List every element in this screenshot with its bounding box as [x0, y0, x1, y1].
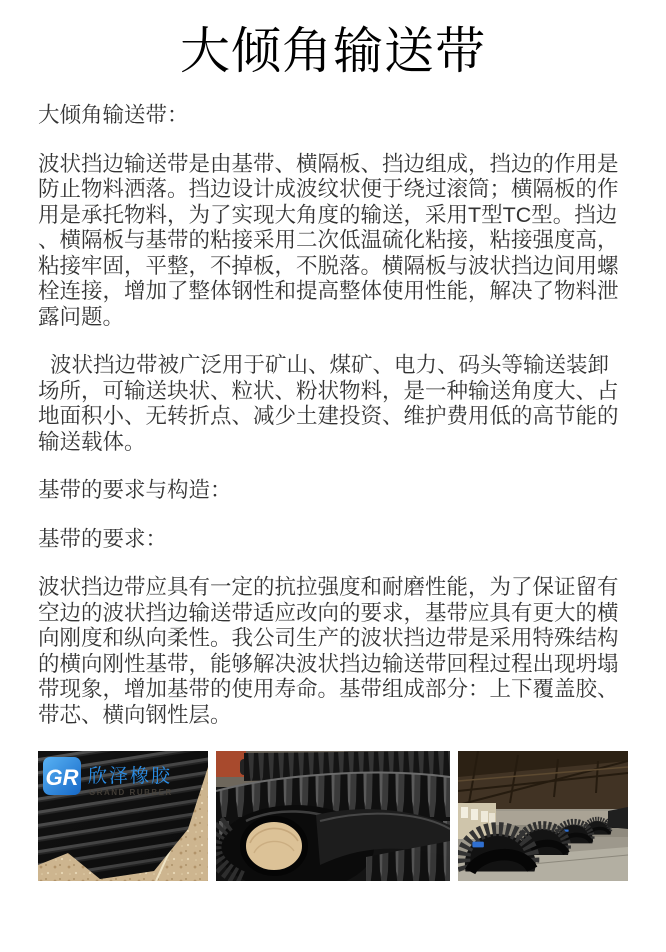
label-base-belt-structure: 基带的要求与构造： — [38, 478, 232, 502]
sidewall-belt-loop-image — [216, 751, 450, 881]
photo-sidewall-belt-loop — [216, 751, 450, 881]
photo-warehouse-stock — [458, 751, 628, 881]
lit-side-wall — [458, 803, 496, 839]
article-body — [38, 103, 628, 728]
brand-name-cn: 欣泽橡胶 — [88, 766, 173, 787]
warehouse-stock-image — [458, 751, 628, 881]
paragraph-base-belt-details: 波状挡边带应具有一定的抗拉强度和耐磨性能，为了保证留有空边的波状挡边输送带适应改向的要求，基带应具有更大的横向刚度和纵向柔性。我公司生产的波状挡边带是采用特殊结构的横向刚性基带，能够解决波状挡边输送带回程过程出现坍塌带现象，增加基带的使用寿命。基带组成部分：上下覆盖胶、带芯、横向钢性层。 — [38, 575, 619, 727]
intro-label: 大倾角输送带： — [38, 103, 189, 127]
product-gallery — [38, 751, 628, 881]
page-title: 大倾角输送带 — [180, 23, 486, 79]
paragraph-belt-composition: 波状挡边输送带是由基带、横隔板、挡边组成，挡边的作用是防止物料洒落。挡边设计成波纹状便于绕过滚筒；横隔板的作用是承托物料，为了实现大角度的输送，采用T型TC型。挡边、横隔板与基带的粘接采用二次低温硫化粘接，粘接强度高，粘接牢固，平整，不掉板，不脱落。横隔板与波状挡边间用螺栓连接，增加了整体钢性和提高整体使用性能，解决了物料泄露问题。 — [38, 151, 619, 329]
warehouse-roof — [458, 751, 628, 809]
label-base-belt-requirements: 基带的要求： — [38, 526, 168, 551]
brand-monogram: GR — [45, 765, 79, 790]
photo-sidewall-belt-flat — [38, 751, 208, 881]
paragraph-belt-applications: 波状挡边带被广泛用于矿山、煤矿、电力、码头等输送装卸场所，可输送块状、粒状、粉状物料，是一种输送角度大、占地面积小、无转折点、减少土建投资、维护费用低的高节能的输送载体。 — [38, 353, 619, 454]
brand-name-en: GRAND RUBBER — [89, 788, 173, 797]
sidewall-belt-flat-image — [38, 751, 208, 881]
product-page — [0, 22, 666, 881]
